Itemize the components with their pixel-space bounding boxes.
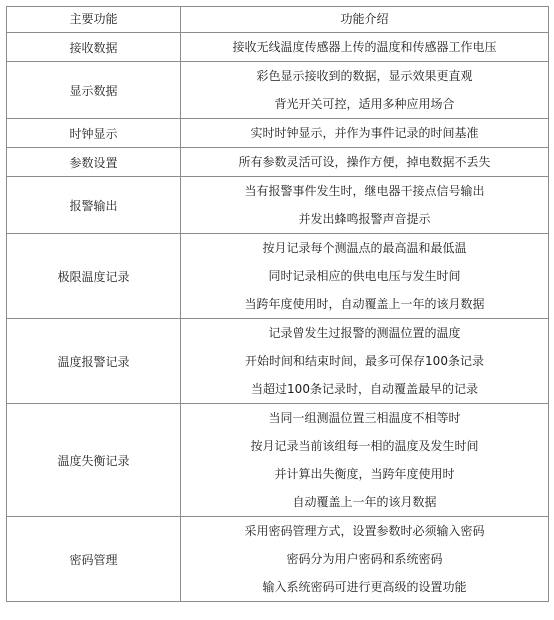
description-line: 彩色显示接收到的数据，显示效果更直观: [256, 69, 473, 83]
feature-cell: 极限温度记录: [7, 234, 181, 319]
description-cell: [181, 148, 549, 177]
description-line: 并发出蜂鸣报警声音提示: [298, 212, 431, 226]
description-line: 背光开关可控，适用多种应用场合: [274, 97, 455, 111]
table-row: [7, 62, 549, 119]
table-row: [7, 177, 549, 234]
feature-cell: 显示数据: [7, 62, 181, 119]
description-line: 输入系统密码可进行更高级的设置功能: [262, 580, 467, 594]
description-line: 自动覆盖上一年的该月数据: [292, 495, 437, 509]
description-line: 密码分为用户密码和系统密码: [286, 552, 443, 566]
description-line: 接收无线温度传感器上传的温度和传感器工作电压: [232, 40, 497, 54]
header-feature: 主要功能: [7, 7, 181, 33]
header-description: 功能介绍: [181, 7, 549, 33]
description-line: 所有参数灵活可设，操作方便，掉电数据不丢失: [238, 155, 491, 169]
description-line: 按月记录每个测温点的最高温和最低温: [262, 241, 467, 255]
description-cell: [181, 33, 549, 62]
table-row: [7, 517, 549, 602]
table-row: [7, 119, 549, 148]
table-row: [7, 148, 549, 177]
description-line: 当同一组测温位置三相温度不相等时: [268, 411, 461, 425]
description-cell: [181, 319, 549, 404]
description-line: 实时时钟显示，并作为事件记录的时间基准: [250, 126, 479, 140]
table-row: [7, 404, 549, 517]
header-row: [7, 7, 549, 33]
description-cell: [181, 234, 549, 319]
description-line: 按月记录当前该组每一相的温度及发生时间: [250, 439, 479, 453]
description-line: 采用密码管理方式，设置参数时必须输入密码: [244, 524, 485, 538]
feature-cell: 参数设置: [7, 148, 181, 177]
table-row: [7, 33, 549, 62]
feature-cell: 时钟显示: [7, 119, 181, 148]
table-row: [7, 234, 549, 319]
feature-cell: 接收数据: [7, 33, 181, 62]
description-cell: [181, 177, 549, 234]
feature-cell: 温度失衡记录: [7, 404, 181, 517]
description-line: 同时记录相应的供电电压与发生时间: [268, 269, 461, 283]
description-cell: [181, 119, 549, 148]
description-line: 当跨年度使用时，自动覆盖上一年的该月数据: [244, 297, 485, 311]
feature-cell: 温度报警记录: [7, 319, 181, 404]
description-cell: [181, 62, 549, 119]
description-line: 开始时间和结束时间，最多可保存100条记录: [245, 354, 484, 368]
feature-table: [6, 6, 549, 602]
description-line: 当超过100条记录时，自动覆盖最早的记录: [251, 382, 478, 396]
description-cell: [181, 517, 549, 602]
feature-cell: 报警输出: [7, 177, 181, 234]
description-cell: [181, 404, 549, 517]
table-row: [7, 319, 549, 404]
description-line: 当有报警事件发生时，继电器干接点信号输出: [244, 184, 485, 198]
feature-cell: 密码管理: [7, 517, 181, 602]
description-line: 并计算出失衡度，当跨年度使用时: [274, 467, 455, 481]
description-line: 记录曾发生过报警的测温位置的温度: [268, 326, 461, 340]
